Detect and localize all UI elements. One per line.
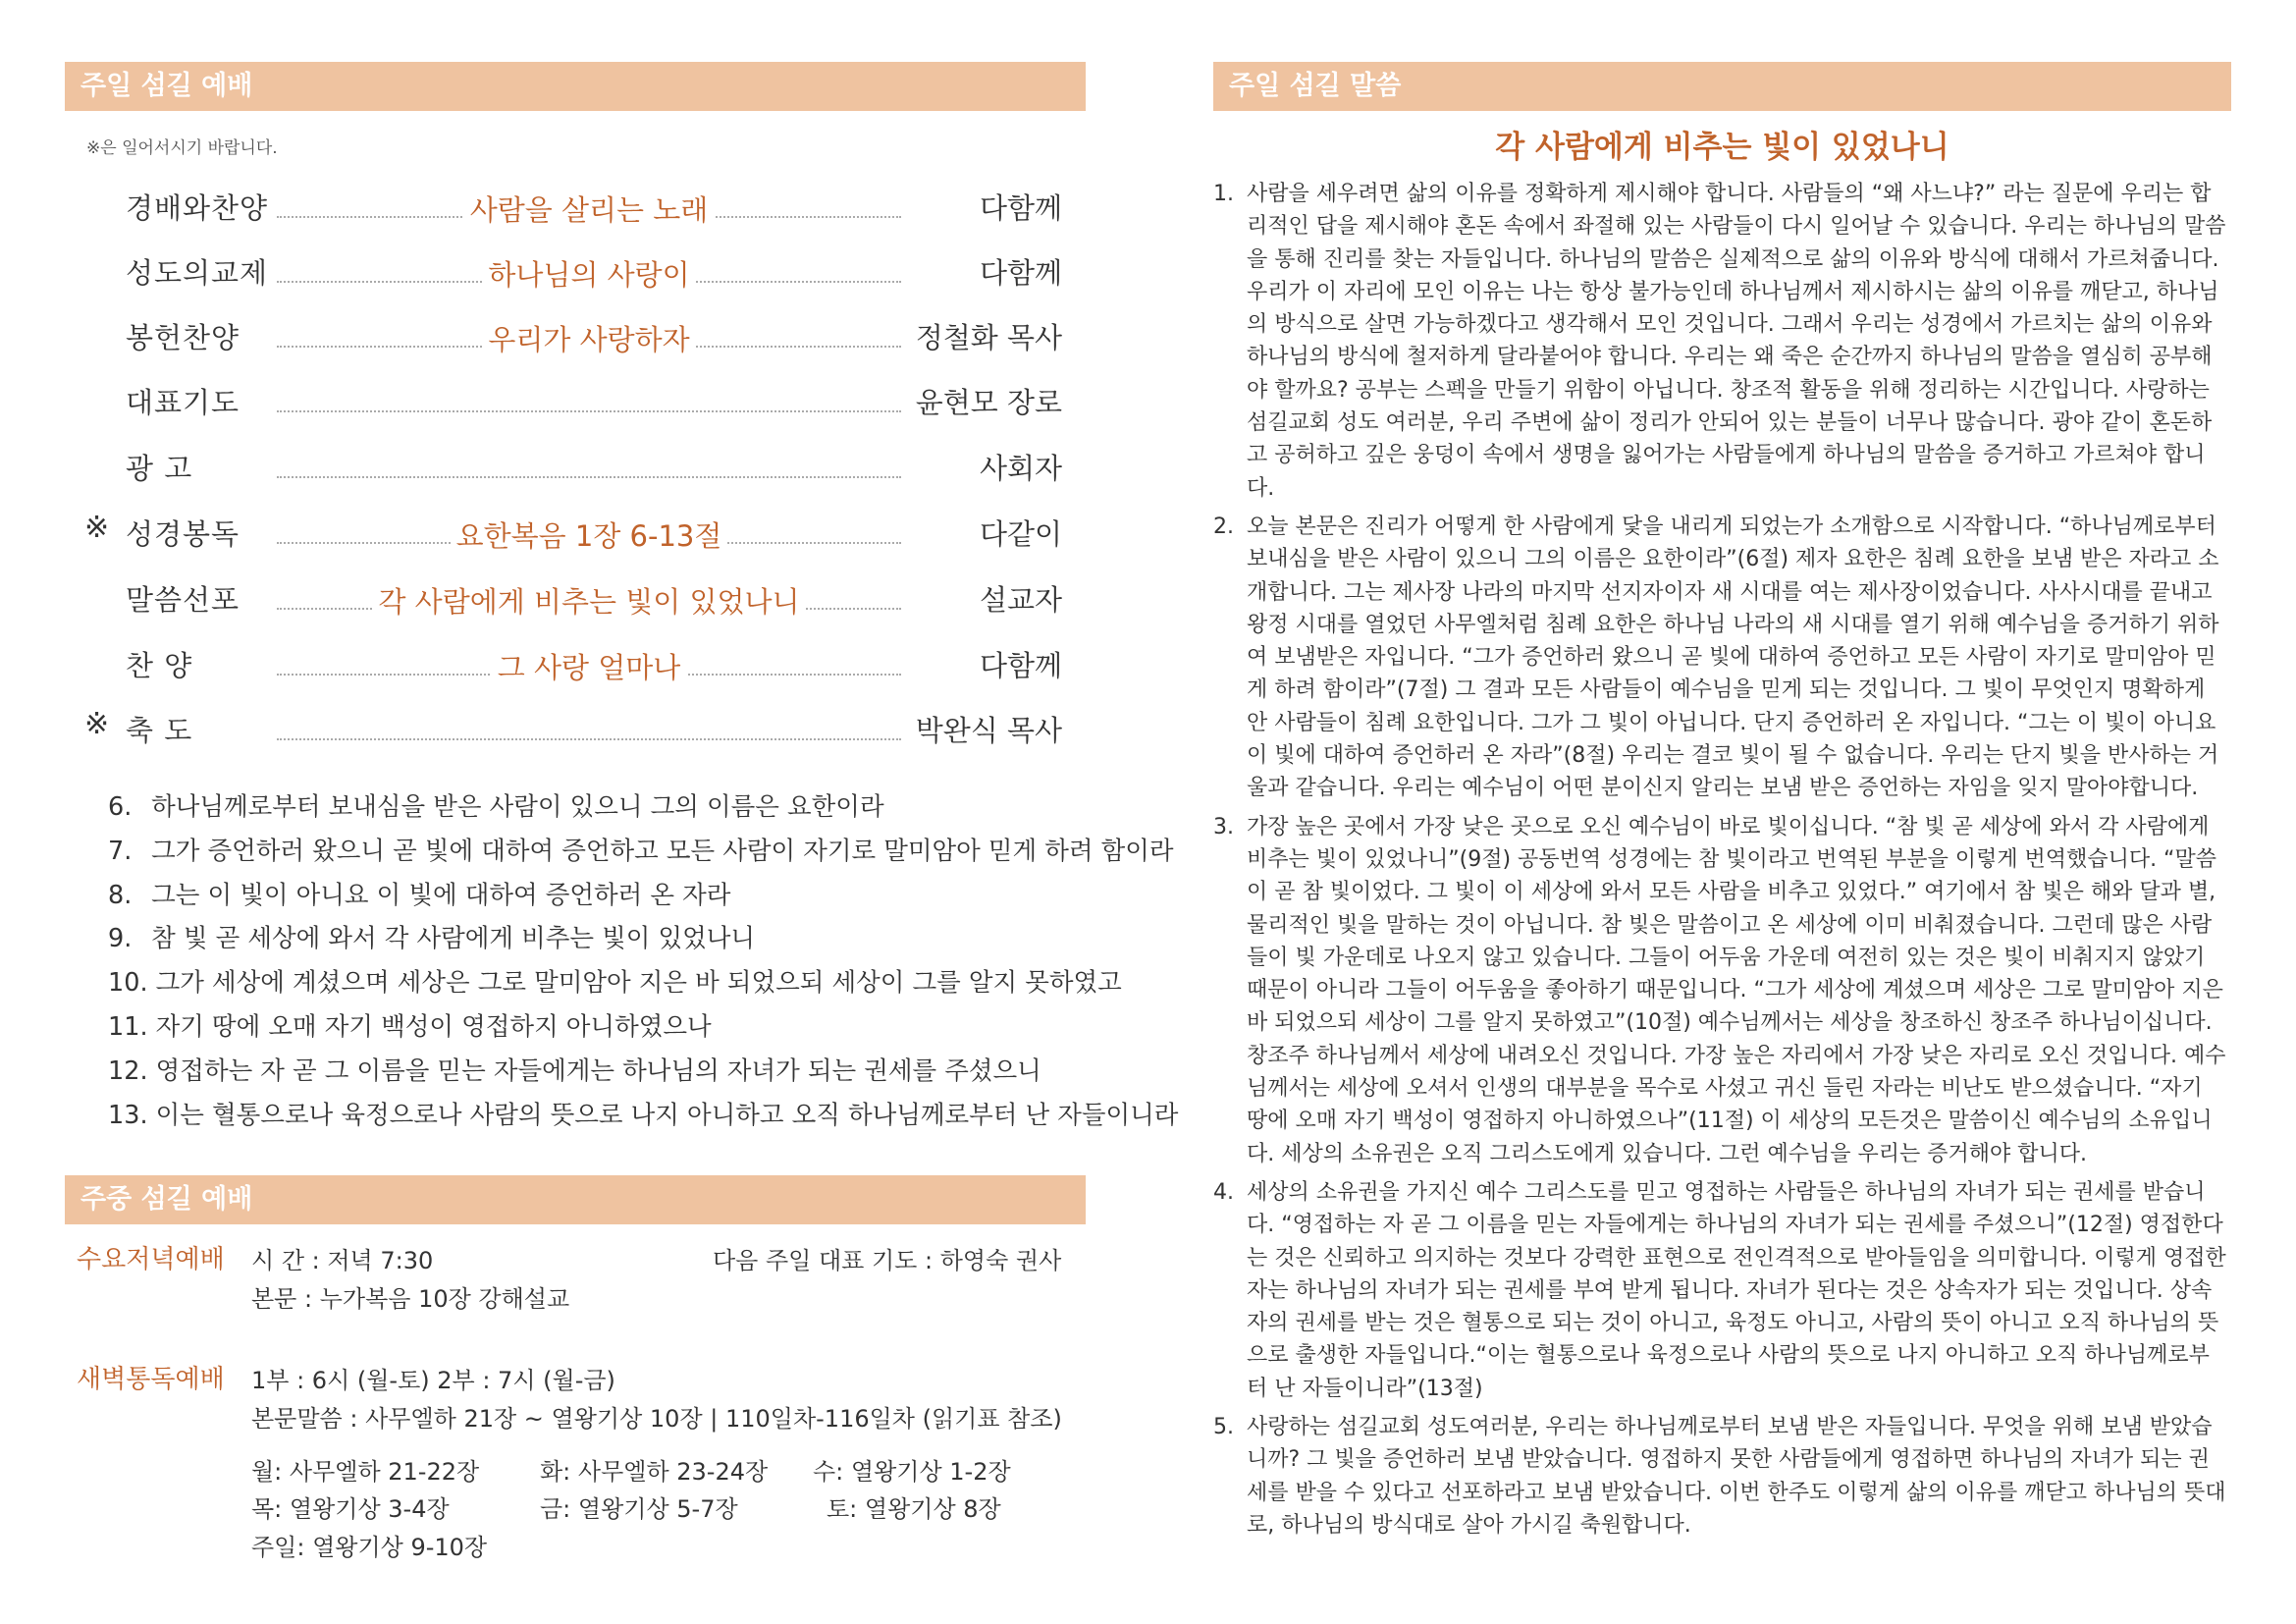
order-item-title-text: 우리가 사랑하자 — [482, 323, 695, 356]
order-row — [0, 371, 1148, 430]
order-item-name: 성도의교제 — [126, 256, 269, 290]
order-item-name: 찬 양 — [126, 649, 193, 682]
verse-number: 13. — [108, 1100, 148, 1130]
paragraph-text: 사람을 세우려면 삶의 이유를 정확하게 제시해야 합니다. 사람들의 “왜 사느냐?” 라는 질문에 우리는 합리적인 답을 제시해야 혼돈 속에서 좌절해 있는 사람들이 다시 일어날 수 있습니다. 우리는 하나님의 말씀을 통해 진리를 찾는 자들입니다. 하나님의 말씀은 실제적으로 삶의 이유와 방식에 대해서 가르쳐줍니다. 우리가 이 자리에 모인 이유는 나는 항상 불가능인데 하나님께서 제시하시는 삶의 이유를 깨닫고, 하나님의 방식으로 살면 가능하겠다고 생각해서 모인 것입니다. 그래서 우리는 성경에서 가르치는 삶의 이유와 하나님의 방식에 철저하게 달라붙어야 합니다. 우리는 왜 죽은 순간까지 하나님의 말씀을 열심히 공부해야 할까요? 공부는 스펙을 만들기 위함이 아닙니다. 창조적 활동을 위해 정리하는 시간입니다. 사랑하는 섬길교회 성도 여러분, 우리 주변에 삶이 정리가 안되어 있는 분들이 너무나 많습니다. 광야 같이 혼돈하고 공허하고 깊은 웅덩이 속에서 생명을 잃어가는 사람들에게 하나님의 말씀을 증거하고 가르쳐야 합니다. — [1247, 182, 2226, 501]
order-item-leader: 사회자 — [979, 452, 1062, 485]
sermon-paragraph — [1213, 1411, 2228, 1542]
order-item-name: 봉헌찬양 — [126, 321, 240, 354]
standing-note: ※은 일어서시기 바랍니다. — [86, 138, 278, 158]
verse-text: 그가 세상에 계셨으며 세상은 그로 말미암아 지은 바 되었으되 세상이 그를 알지 못하였고 — [155, 968, 1122, 999]
paragraph-number: 5. — [1213, 1414, 1234, 1439]
order-item-title-text: 각 사람에게 비추는 빛이 있었나니 — [372, 585, 805, 619]
weekday-worship-header-label: 주중 섬길 예배 — [80, 1184, 253, 1215]
verse-text: 그는 이 빛이 아니요 이 빛에 대하여 증언하러 온 자라 — [151, 880, 731, 910]
order-item-title — [277, 318, 901, 358]
weekday-worship-header — [65, 1175, 1086, 1224]
sermon-header-label: 주일 섬길 말씀 — [1229, 71, 1402, 101]
scripture-verses — [108, 785, 1179, 1137]
verse-number: 7. — [108, 836, 133, 866]
order-item-title-text: 그 사랑 얼마나 — [492, 651, 687, 684]
dotted-leader — [277, 410, 901, 412]
verse-text: 하나님께로부터 보내심을 받은 사람이 있으니 그의 이름은 요한이라 — [151, 792, 884, 822]
verse-line — [108, 1094, 1179, 1138]
verse-line — [108, 830, 1174, 874]
standing-mark: ※ — [84, 707, 110, 741]
worship-order-header — [65, 62, 1086, 111]
schedule-sat: 토: 열왕기상 8장 — [827, 1495, 1001, 1523]
order-row — [0, 568, 1148, 627]
order-item-title-text: 하나님의 사랑이 — [482, 258, 695, 292]
dawn-service-label: 새벽통독예배 — [77, 1365, 225, 1394]
dawn-times: 1부 : 6시 (월-토) 2부 : 7시 (월-금) — [251, 1367, 615, 1394]
schedule-wed: 수: 열왕기상 1-2장 — [813, 1458, 1011, 1486]
verse-line — [108, 1005, 1129, 1050]
verse-number: 9. — [108, 924, 133, 954]
verse-number: 6. — [108, 792, 133, 822]
sermon-paragraphs — [1213, 178, 2228, 1547]
verse-number: 10. — [108, 968, 148, 999]
schedule-fri: 금: 열왕기상 5-7장 — [540, 1495, 738, 1523]
order-row — [0, 177, 1148, 236]
order-item-name: 성경봉독 — [126, 517, 240, 551]
order-item-title — [277, 646, 901, 686]
order-item-title — [277, 253, 901, 294]
order-item-title-text: 사람을 살리는 노래 — [464, 193, 715, 227]
paragraph-text: 세상의 소유권을 가지신 예수 그리스도를 믿고 영접하는 사람들은 하나님의 자녀가 되는 권세를 받습니다. “영접하는 자 곧 그 이름을 믿는 자들에게는 하나님의 자녀가 되는 권세를 주셨으니”(12절) 영접한다는 것은 신뢰하고 의지하는 것보다 강력한 표현으로 전인격적으로 받아들임을 의미합니다. 이렇게 영접한 자는 하나님의 자녀가 되는 권세를 부여 받게 됩니다. 자녀가 된다는 것은 상속자가 되는 것입니다. 상속자의 권세를 받는 것은 혈통으로 되는 것이 아니고, 육정도 아니고, 사람의 뜻이 아니고 오직 하나님의 뜻으로 출생한 자들입니다.“이는 혈통으로나 육정으로나 사람의 뜻으로 나지 아니하고 오직 하나님께로부터 난 자들이니라”(13절) — [1247, 1179, 2226, 1401]
schedule-tue: 화: 사무엘하 23-24장 — [540, 1458, 769, 1486]
paragraph-number: 3. — [1213, 814, 1234, 839]
paragraph-number: 4. — [1213, 1179, 1234, 1205]
verse-text: 참 빛 곧 세상에 와서 각 사람에게 비추는 빛이 있었나니 — [151, 924, 755, 954]
sermon-paragraph — [1213, 1176, 2228, 1405]
order-item-name: 축 도 — [126, 714, 193, 747]
order-item-name: 경배와찬양 — [126, 191, 269, 225]
order-item-name: 말씀선포 — [126, 583, 240, 617]
paragraph-text: 사랑하는 섬길교회 성도여러분, 우리는 하나님께로부터 보냄 받은 자들입니다. 무엇을 위해 보냄 받았습니까? 그 빛을 증언하러 보냄 받았습니다. 영접하지 못한 사람들에게 영접하면 하나님의 자녀가 되는 권세를 받을 수 있다고 선포하라고 보냄 받았습니다. 이번 한주도 이렇게 삶의 이유를 깨닫고 하나님의 뜻대로, 하나님의 방식대로 살아 가시길 축원합니다. — [1247, 1414, 2226, 1538]
verse-number: 11. — [108, 1011, 148, 1042]
verse-line — [108, 785, 1129, 830]
sermon-paragraph — [1213, 811, 2228, 1170]
wednesday-time: 시 간 : 저녁 7:30 — [251, 1247, 434, 1274]
verse-line — [108, 917, 1129, 961]
order-item-leader: 윤현모 장로 — [915, 386, 1062, 419]
order-item-leader: 다함께 — [979, 256, 1062, 290]
paragraph-number: 1. — [1213, 182, 1234, 206]
dawn-text: 본문말씀 : 사무엘하 21장 ~ 열왕기상 10장 | 110일차-116일차 (읽기표 참조) — [251, 1405, 1062, 1433]
verse-text: 그가 증언하러 왔으니 곧 빛에 대하여 증언하고 모든 사람이 자기로 말미암아 믿게 하려 함이라 — [151, 836, 1174, 866]
paragraph-number: 2. — [1213, 514, 1234, 539]
order-row — [0, 306, 1148, 365]
dotted-leader — [277, 738, 901, 740]
order-row — [0, 242, 1148, 300]
order-item-leader: 다함께 — [979, 191, 1062, 225]
next-prayer: 다음 주일 대표 기도 : 하영숙 권사 — [713, 1247, 1062, 1274]
verse-line — [108, 874, 1129, 918]
schedule-sun: 주일: 열왕기상 9-10장 — [251, 1534, 488, 1561]
order-item-title-text: 요한복음 1장 6-13절 — [451, 519, 728, 553]
wednesday-service-label: 수요저녁예배 — [77, 1245, 225, 1274]
order-item-name: 대표기도 — [126, 386, 240, 419]
verse-line — [108, 1050, 1129, 1094]
sermon-title: 각 사람에게 비추는 빛이 있었나니 — [1495, 130, 1949, 165]
order-row — [0, 503, 1148, 562]
sermon-paragraph — [1213, 178, 2228, 505]
order-item-leader: 박완식 목사 — [915, 714, 1062, 747]
verse-text: 이는 혈통으로나 육정으로나 사람의 뜻으로 나지 아니하고 오직 하나님께로부터 난 자들이니라 — [155, 1100, 1179, 1130]
paragraph-text: 가장 높은 곳에서 가장 낮은 곳으로 오신 예수님이 바로 빛이십니다. “참 빛 곧 세상에 와서 각 사람에게 비추는 빛이 있었나니”(9절) 공동번역 성경에는 참 빛이라고 번역된 부분을 이렇게 번역했습니다. “말씀이 곧 참 빛이었다. 그 빛이 이 세상에 와서 모든 사람을 비추고 있었다.” 여기에서 참 빛은 해와 달과 별, 물리적인 빛을 말하는 것이 아닙니다. 참 빛은 말씀이고 온 세상에 이미 비춰졌습니다. 그런데 많은 사람들이 빛 가운데로 나오지 않고 있습니다. 그들이 어두움 가운데 여전히 있는 것은 빛이 비춰지지 않았기 때문이 아니라 그들이 어두움을 좋아하기 때문입니다. “그가 세상에 계셨으며 세상은 그로 말미암아 지은 바 되었으되 세상이 그를 알지 못하였고”(10절) 예수님께서는 세상을 창조하신 창조주 하나님이십니다. 창조주 하나님께서 세상에 내려오신 것입니다. 가장 높은 자리에서 가장 낮은 자리로 오신 것입니다. 예수님께서는 세상에 오셔서 인생의 대부분을 목수로 사셨고 귀신 들린 자라는 비난도 받으셨습니다. “자기 땅에 오매 자기 백성이 영접하지 아니하였으나”(11절) 이 세상의 모든것은 말씀이신 예수님의 소유입니다. 세상의 소유권은 오직 그리스도에게 있습니다. 그런 예수님을 우리는 증거해야 합니다. — [1247, 814, 2226, 1166]
verse-line — [108, 961, 1129, 1005]
order-row — [0, 699, 1148, 758]
schedule-thu: 목: 열왕기상 3-4장 — [251, 1495, 450, 1523]
wednesday-text: 본문 : 누가복음 10장 강해설교 — [251, 1285, 570, 1313]
verse-text: 영접하는 자 곧 그 이름을 믿는 자들에게는 하나님의 자녀가 되는 권세를 주셨으니 — [155, 1056, 1041, 1086]
order-row — [0, 634, 1148, 693]
standing-mark: ※ — [84, 511, 110, 545]
sermon-paragraph — [1213, 511, 2228, 805]
sermon-header — [1213, 62, 2231, 111]
order-item-title — [277, 189, 901, 229]
order-row — [0, 437, 1148, 496]
schedule-mon: 월: 사무엘하 21-22장 — [251, 1458, 480, 1486]
order-item-title — [277, 514, 901, 555]
verse-number: 8. — [108, 880, 133, 910]
order-item-leader: 다같이 — [979, 517, 1062, 551]
verse-text: 자기 땅에 오매 자기 백성이 영접하지 아니하였으나 — [155, 1011, 712, 1042]
paragraph-text: 오늘 본문은 진리가 어떻게 한 사람에게 닻을 내리게 되었는가 소개함으로 시작합니다. “하나님께로부터 보내심을 받은 사람이 있으니 그의 이름은 요한이라”(6절) 제자 요한은 침례 요한을 보냄 받은 자라고 소개합니다. 그는 제사장 나라의 마지막 선지자이자 새 시대를 여는 제사장이었습니다. 사사시대를 끝내고 왕정 시대를 열었던 사무엘처럼 침례 요한은 하나님 나라의 새 시대를 열기 위해 예수님을 증거하기 위하여 보냄받은 자입니다. “그가 증언하러 왔으니 곧 빛에 대하여 증언하고 모든 사람이 자기로 말미암아 믿게 하려 함이라”(7절) 그 결과 모든 사람들이 예수님을 믿게 되는 것입니다. 그 빛이 무엇인지 명확하게 안 사람들이 침례 요한입니다. 그가 그 빛이 아닙니다. 단지 증언하러 온 자입니다. “그는 이 빛이 아니요 이 빛에 대하여 증언하러 온 자라”(8절) 우리는 결코 빛이 될 수 없습니다. 우리는 단지 빛을 반사하는 거울과 같습니다. 우리는 예수님이 어떤 분이신지 알리는 보냄 받은 증언하는 자임을 잊지 말아야합니다. — [1247, 514, 2219, 801]
dotted-leader — [277, 476, 901, 478]
order-item-leader: 정철화 목사 — [915, 321, 1062, 354]
order-item-leader: 다함께 — [979, 649, 1062, 682]
order-item-leader: 설교자 — [979, 583, 1062, 617]
order-item-name: 광 고 — [126, 452, 193, 485]
verse-number: 12. — [108, 1056, 148, 1086]
worship-order-header-label: 주일 섬길 예배 — [80, 71, 253, 101]
order-item-title — [277, 580, 901, 621]
